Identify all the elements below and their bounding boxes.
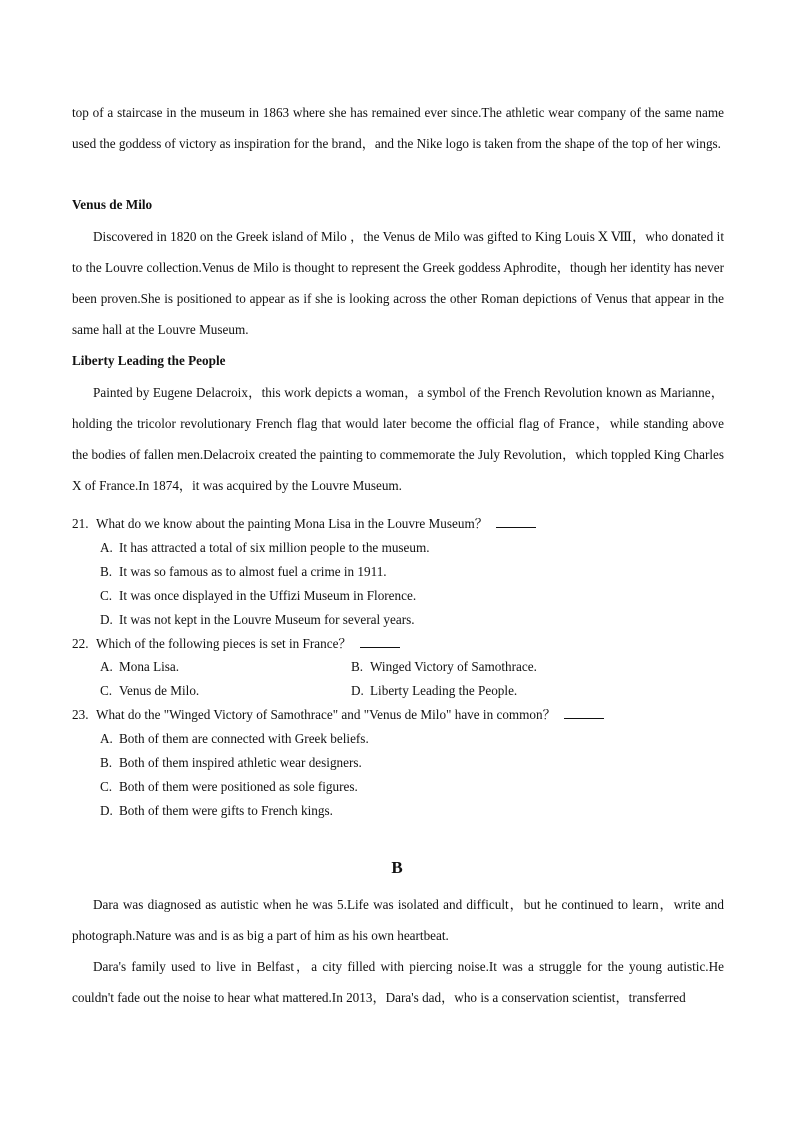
liberty-paragraph-text: Painted by Eugene Delacroix，this work depicts a woman，a symbol of the French Revolution known as Marianne，holding the tricolor revolutionary French flag that would later become the official flag of France，while standing above the bodies of fallen men.Delacroix created the painting to commemorate the July Revolution，which toppled King Charles X of France.In 1874，it was acquired by the Louvre Museum.	[72, 385, 724, 493]
option-text: It was so famous as to almost fuel a crime in 1911.	[119, 564, 387, 579]
dara-paragraph-2	[72, 951, 724, 1013]
question-text: What do we know about the painting Mona Lisa in the Louvre Museum？	[96, 516, 488, 531]
option-letter: D.	[100, 612, 113, 627]
option-text: It was not kept in the Louvre Museum for several years.	[119, 612, 415, 627]
option-21-a[interactable]	[100, 536, 430, 560]
dara-paragraph-2-text: Dara's family used to live in Belfast，a city filled with piercing noise.It was a struggle for the young autistic.He couldn't fade out the noise to hear what mattered.In 2013，Dara's dad，who is a conservation scientist，transferred	[72, 959, 724, 1005]
section-b-heading: B	[391, 858, 403, 877]
option-text: It was once displayed in the Uffizi Museum in Florence.	[119, 588, 417, 603]
question-23	[72, 703, 604, 727]
option-21-d[interactable]	[100, 608, 415, 632]
option-22-d[interactable]	[351, 679, 517, 703]
option-23-d[interactable]	[100, 799, 333, 823]
venus-paragraph	[72, 221, 724, 345]
answer-blank[interactable]	[496, 515, 536, 528]
option-text: Mona Lisa.	[119, 659, 180, 674]
option-letter: B.	[100, 564, 113, 579]
option-text: Both of them were positioned as sole figures.	[119, 779, 358, 794]
question-text: What do the "Winged Victory of Samothrace" and "Venus de Milo" have in common？	[96, 707, 556, 722]
option-letter: C.	[100, 683, 113, 698]
option-letter: A.	[100, 659, 113, 674]
nike-paragraph-text: top of a staircase in the museum in 1863 where she has remained ever since.The athletic wear company of the same name used the goddess of victory as inspiration for the brand，and the Nike logo is taken from the shape of the top of her wings.	[72, 105, 724, 151]
option-letter: B.	[351, 659, 364, 674]
nike-paragraph	[72, 97, 724, 159]
option-23-a[interactable]	[100, 727, 369, 751]
question-22	[72, 632, 400, 656]
question-text: Which of the following pieces is set in France？	[96, 636, 352, 651]
liberty-paragraph	[72, 377, 724, 501]
option-letter: B.	[100, 755, 113, 770]
option-text: Both of them inspired athletic wear designers.	[119, 755, 362, 770]
option-text: Venus de Milo.	[119, 683, 200, 698]
answer-blank[interactable]	[360, 635, 400, 648]
liberty-heading: Liberty Leading the People	[72, 353, 226, 368]
option-letter: A.	[100, 731, 113, 746]
option-letter: D.	[351, 683, 364, 698]
answer-blank[interactable]	[564, 706, 604, 719]
option-letter: C.	[100, 588, 113, 603]
option-22-c[interactable]	[100, 679, 199, 703]
option-letter: D.	[100, 803, 113, 818]
option-text: Liberty Leading the People.	[370, 683, 518, 698]
dara-paragraph-1	[72, 889, 724, 951]
option-21-c[interactable]	[100, 584, 416, 608]
question-number: 21.	[72, 516, 89, 531]
venus-paragraph-text: Discovered in 1820 on the Greek island of Milo ，the Venus de Milo was gifted to King Louis Ⅹ Ⅷ，who donated it to the Louvre collection.Venus de Milo is thought to represent the Greek goddess Aphrodite，though her identity has never been proven.She is positioned to appear as if she is looking across the other Roman depictions of Venus that appear in the same hall at the Louvre Museum.	[72, 229, 724, 337]
option-letter: A.	[100, 540, 113, 555]
option-22-b[interactable]	[351, 655, 537, 679]
question-number: 23.	[72, 707, 89, 722]
option-22-a[interactable]	[100, 655, 179, 679]
option-text: It has attracted a total of six million people to the museum.	[119, 540, 430, 555]
option-21-b[interactable]	[100, 560, 387, 584]
option-text: Winged Victory of Samothrace.	[370, 659, 537, 674]
dara-paragraph-1-text: Dara was diagnosed as autistic when he was 5.Life was isolated and difficult，but he continued to learn，write and photograph.Nature was and is as big a part of him as his own heartbeat.	[72, 897, 724, 943]
option-text: Both of them were gifts to French kings.	[119, 803, 333, 818]
option-23-c[interactable]	[100, 775, 358, 799]
option-letter: C.	[100, 779, 113, 794]
option-23-b[interactable]	[100, 751, 362, 775]
venus-heading: Venus de Milo	[72, 197, 153, 212]
question-number: 22.	[72, 636, 89, 651]
question-21	[72, 512, 536, 536]
option-text: Both of them are connected with Greek beliefs.	[119, 731, 369, 746]
